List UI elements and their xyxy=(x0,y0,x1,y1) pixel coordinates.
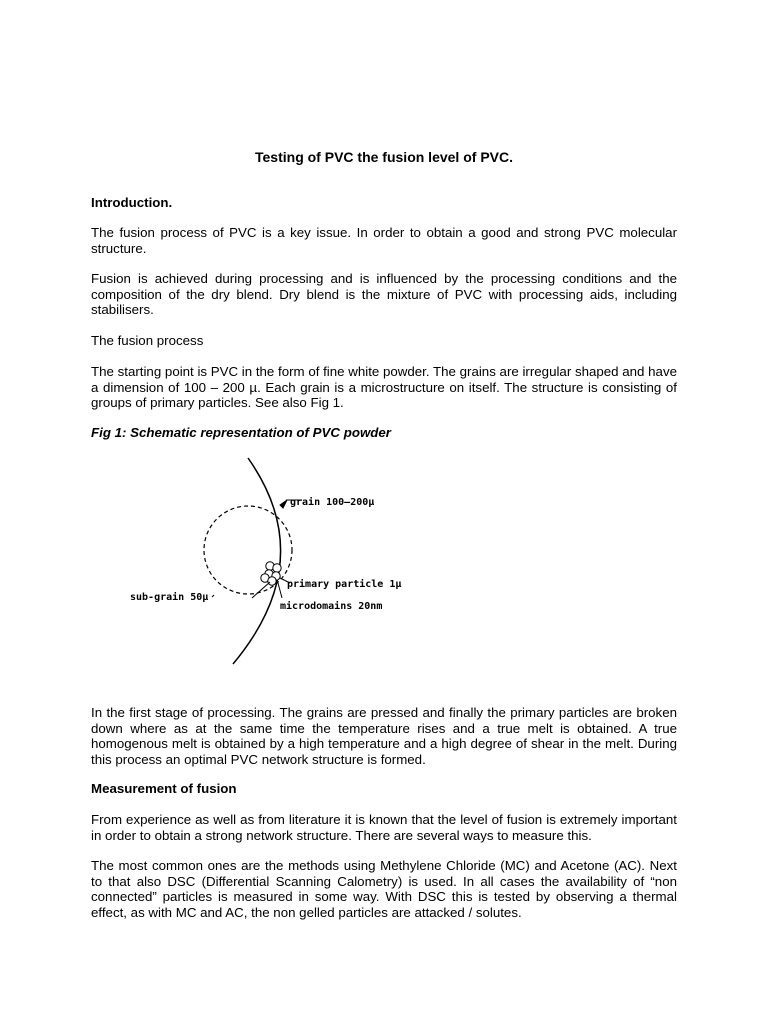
figure-label-primary: primary particle 1µ xyxy=(287,579,402,590)
fusion-process-heading: The fusion process xyxy=(91,333,204,348)
intro-paragraph-1: The fusion process of PVC is a key issue. In order to obtain a good and strong PVC molecular structure. xyxy=(91,225,677,256)
pvc-powder-figure xyxy=(120,450,410,670)
intro-heading: Introduction. xyxy=(91,195,173,210)
processing-paragraph: In the first stage of processing. The grains are pressed and finally the primary particles are broken down where as at the same time the temperature rises and a true melt is obtained. A true homogenous melt is obtained by a high temperature and a high degree of shear in the melt. During this process an optimal PVC network structure is formed. xyxy=(91,705,677,767)
measurement-paragraph-1: From experience as well as from literature it is known that the level of fusion is extremely important in order to obtain a strong network structure. There are several ways to measure this. xyxy=(91,812,677,843)
document-title: Testing of PVC the fusion level of PVC. xyxy=(255,149,513,165)
measurement-heading: Measurement of fusion xyxy=(91,781,237,796)
figure-label-grain: grain 100–200µ xyxy=(290,497,375,508)
figure-label-subgrain: sub-grain 50µ xyxy=(130,592,209,603)
fusion-paragraph: The starting point is PVC in the form of fine white powder. The grains are irregular shaped and have a dimension of 100 – 200 µ. Each grain is a microstructure on itself. The structure is consisting of groups of primary particles. See also Fig 1. xyxy=(91,364,677,411)
measurement-paragraph-2: The most common ones are the methods using Methylene Chloride (MC) and Acetone (AC). Next to that also DSC (Differential Scanning Calometry) is used. In all cases the availability of “non connected” particles is measured in some way. With DSC this is tested by observing a thermal effect, as with MC and AC, the non gelled particles are attacked / solutes. xyxy=(91,858,677,920)
grain-outline xyxy=(233,458,281,664)
figure-caption: Fig 1: Schematic representation of PVC powder xyxy=(91,425,391,440)
intro-paragraph-2: Fusion is achieved during processing and is influenced by the processing conditions and the composition of the dry blend. Dry blend is the mixture of PVC with processing aids, including stabilisers. xyxy=(91,271,677,318)
subgrain-circle xyxy=(204,506,292,594)
figure-label-microdomains: microdomains 20nm xyxy=(280,601,383,612)
